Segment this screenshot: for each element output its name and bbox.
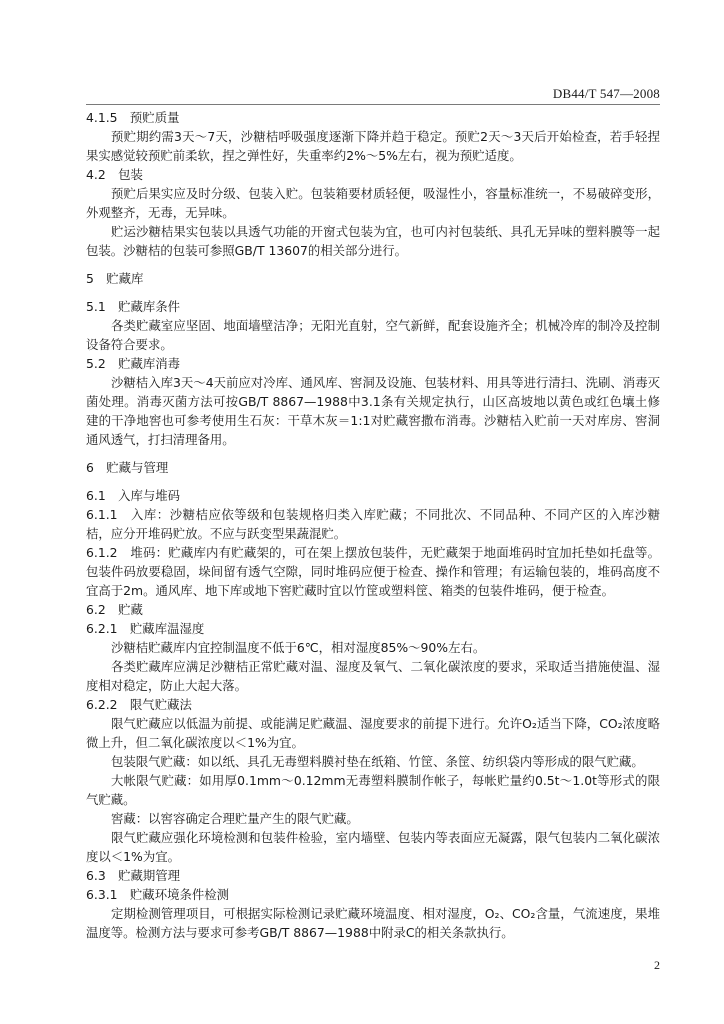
paragraph: 预贮期约需3天～7天，沙糖桔呼吸强度逐渐下降并趋于稳定。预贮2天～3天后开始检查，若手轻捏果实感觉较预贮前柔软，捏之弹性好，失重率约2%～5%左右，视为预贮适度。 (86, 129, 660, 163)
paragraph: 6.1.2 堆码：贮藏库内有贮藏架的，可在架上摆放包装件，无贮藏架于地面堆码时宜加托垫如托盘等。包装件码放要稳固，垛间留有透气空隙，同时堆码应便于检查、操作和管理；有运输包装的，堆码高度不宜高于2m。通风库、地下库或地下窖贮藏时宜以竹筐或塑料筐、箱类的包装件堆码，便于检查。 (86, 545, 660, 598)
page-number: 2 (654, 958, 660, 972)
paragraph: 限气贮藏应以低温为前提、或能满足贮藏温、湿度要求的前提下进行。允许O₂适当下降，CO₂浓度略微上升，但二氧化碳浓度以＜1%为宜。 (86, 716, 660, 750)
header-rule (86, 104, 660, 105)
section-heading: 5.1 贮藏库条件 (86, 299, 181, 314)
paragraph: 大帐限气贮藏：如用厚0.1mm～0.12mm无毒塑料膜制作帐子，每帐贮量约0.5t～1.0t等形式的限气贮藏。 (86, 773, 660, 807)
paragraph: 贮运沙糖桔果实包装以具透气功能的开窗式包装为宜，也可内衬包装纸、具孔无异味的塑料膜等一起包装。沙糖桔的包装可参照GB/T 13607的相关部分进行。 (86, 224, 660, 258)
section-heading: 6.3 贮藏期管理 (86, 868, 181, 883)
paragraph: 限气贮藏应强化环境检测和包装件检验，室内墙壁、包装内等表面应无凝露，限气包装内二氧化碳浓度以＜1%为宜。 (86, 830, 660, 864)
section-heading: 5.2 贮藏库消毒 (86, 356, 181, 371)
paragraph: 各类贮藏室应坚固、地面墙壁洁净；无阳光直射，空气新鲜，配套设施齐全；机械冷库的制冷及控制设备符合要求。 (86, 318, 660, 352)
paragraph: 各类贮藏库应满足沙糖桔正常贮藏对温、湿度及氧气、二氧化碳浓度的要求，采取适当措施使温、湿度相对稳定，防止大起大落。 (86, 659, 660, 693)
section-heading: 4.1.5 预贮质量 (86, 110, 180, 125)
section-heading: 6.2.1 贮藏库温湿度 (86, 621, 205, 636)
document-code-header: DB44/T 547—2008 (552, 86, 660, 101)
paragraph: 沙糖桔贮藏库内宜控制温度不低于6℃，相对湿度85%～90%左右。 (111, 640, 486, 655)
section-heading: 6.3.1 贮藏环境条件检测 (86, 887, 230, 902)
section-heading: 4.2 包装 (86, 167, 143, 182)
section-heading: 6.1 入库与堆码 (86, 488, 181, 503)
document-body (86, 108, 660, 942)
section-heading: 6 贮藏与管理 (86, 460, 169, 475)
paragraph: 沙糖桔入库3天～4天前应对冷库、通风库、窖洞及设施、包装材料、用具等进行清扫、洗刷、消毒灭菌处理。消毒灭菌方法可按GB/T 8867—1988中3.1条有关规定执行，山区高坡地以黄色或红色壤土修建的干净地窖也可参考使用生石灰：干草木灰＝1:1对贮藏窖撒布消毒。沙糖桔入贮前一天对库房、窖洞通风透气，打扫清理备用。 (86, 375, 660, 447)
paragraph: 预贮后果实应及时分级、包装入贮。包装箱要材质轻便，吸湿性小，容量标准统一，不易破碎变形，外观整齐，无毒，无异味。 (86, 186, 660, 220)
section-heading: 5 贮藏库 (86, 271, 144, 286)
paragraph: 包装限气贮藏：如以纸、具孔无毒塑料膜衬垫在纸箱、竹筐、条筐、纺织袋内等形成的限气贮藏。 (111, 754, 644, 769)
section-heading: 6.2.2 限气贮藏法 (86, 697, 192, 712)
paragraph: 窖藏：以窖容确定合理贮量产生的限气贮藏。 (111, 811, 359, 826)
paragraph: 6.1.1 入库：沙糖桔应依等级和包装规格归类入库贮藏；不同批次、不同品种、不同产区的入库沙糖桔，应分开堆码贮放。不应与跃变型果蔬混贮。 (86, 507, 660, 541)
paragraph: 定期检测管理项目，可根据实际检测记录贮藏环境温度、相对湿度，O₂、CO₂含量，气流速度，果堆温度等。检测方法与要求可参考GB/T 8867—1988中附录C的相关条款执行。 (86, 906, 660, 940)
section-heading: 6.2 贮藏 (86, 602, 143, 617)
